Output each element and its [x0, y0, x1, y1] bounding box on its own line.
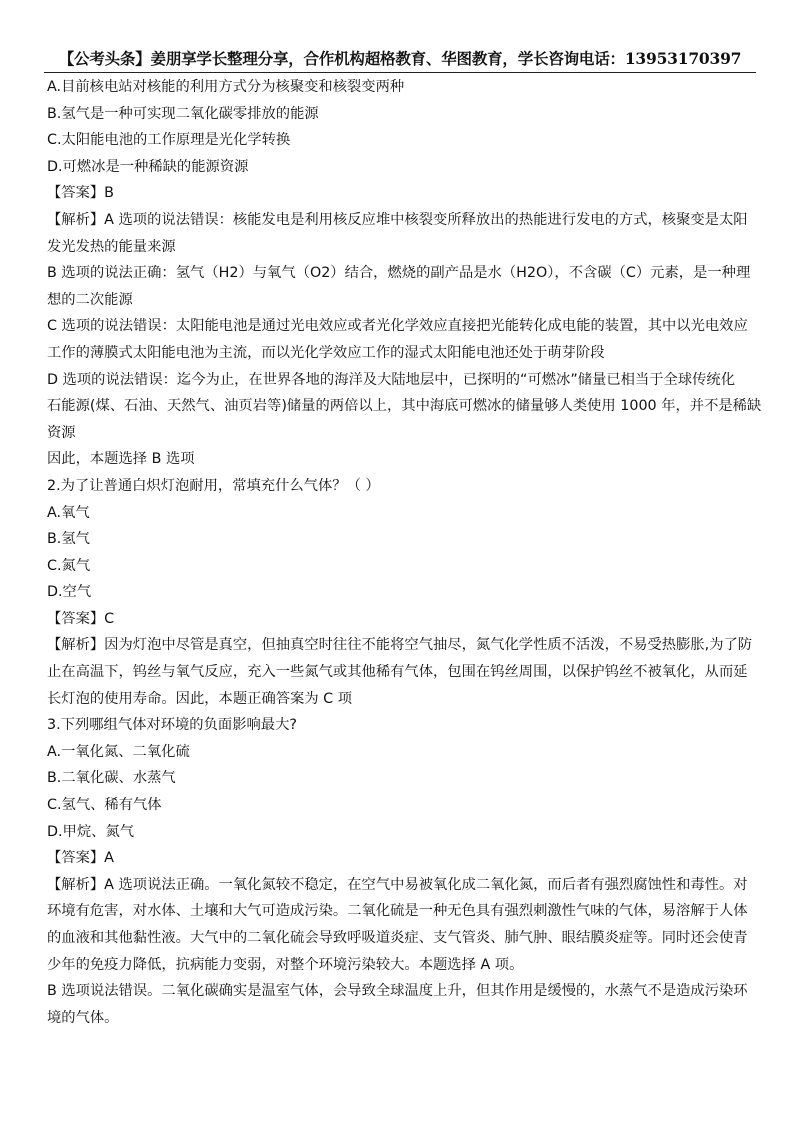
text-line: 工作的薄膜式太阳能电池为主流，而以光化学效应工作的湿式太阳能电池还处于萌芽阶段 [47, 344, 605, 361]
text-line: C.氢气、稀有气体 [47, 797, 162, 814]
text-line: 2.为了让普通白炽灯泡耐用，常填充什么气体？（ ） [47, 477, 380, 494]
text-line: 【答案】B [47, 185, 114, 202]
text-line: 境的气体。 [47, 1009, 119, 1026]
text-line: 因此，本题选择 B 选项 [47, 451, 195, 468]
text-line: B.氢气是一种可实现二氧化碳零排放的能源 [47, 105, 319, 122]
text-line: A.氧气 [47, 504, 90, 521]
text-line: 资源 [47, 424, 76, 441]
text-line: C.氮气 [47, 557, 91, 574]
text-line: 【答案】A [47, 850, 114, 867]
text-line: B.二氧化碳、水蒸气 [47, 770, 176, 787]
text-line: 环境有危害，对水体、土壤和大气可造成污染。二氧化硫是一种无色具有强烈刺激性气味的气体，易溶解于人体 [47, 903, 748, 920]
text-line: 止在高温下，钨丝与氧气反应，充入一些氮气或其他稀有气体，包围在钨丝周围，以保护钨丝不被氧化，从而延 [47, 664, 748, 681]
text-line: B.氢气 [47, 531, 90, 548]
text-line: 少年的免疫力降低，抗病能力变弱，对整个环境污染较大。本题选择 A 项。 [47, 956, 524, 973]
text-line: B 选项的说法正确：氢气（H2）与氧气（O2）结合，燃烧的副产品是水（H2O），不含碳（C）元素，是一种理 [47, 265, 751, 282]
text-line: D 选项的说法错误：迄今为止，在世界各地的海洋及大陆地层中，已探明的“可燃冰”储量已相当于全球传统化 [47, 371, 736, 388]
text-line: A.一氧化氮、二氧化硫 [47, 743, 190, 760]
text-line: 想的二次能源 [47, 291, 133, 308]
text-line: 石能源(煤、石油、天然气、油页岩等)储量的两倍以上，其中海底可燃冰的储量够人类使用 1000 年，并不是稀缺 [47, 398, 762, 415]
text-line: 的血液和其他黏性液。大气中的二氧化硫会导致呼吸道炎症、支气管炎、肺气肿、眼结膜炎症等。同时还会使青 [47, 930, 748, 946]
text-line: D.可燃冰是一种稀缺的能源资源 [47, 158, 249, 175]
text-line: 3.下列哪组气体对环境的负面影响最大? [47, 717, 297, 734]
text-line: C 选项的说法错误：太阳能电池是通过光电效应或者光化学效应直接把光能转化成电能的装置，其中以光电效应 [47, 318, 748, 335]
text-line: C.太阳能电池的工作原理是光化学转换 [47, 132, 291, 149]
text-line: 发光发热的能量来源 [47, 238, 176, 255]
text-line: 【解析】A 选项的说法错误：核能发电是利用核反应堆中核裂变所释放出的热能进行发电的方式，核聚变是太阳 [47, 211, 748, 228]
text-line: 长灯泡的使用寿命。因此，本题正确答案为 C 项 [47, 690, 353, 707]
header-divider [44, 72, 756, 73]
text-line: B 选项说法错误。二氧化碳确实是温室气体，会导致全球温度上升，但其作用是缓慢的，水蒸气不是造成污染环 [47, 983, 748, 1000]
text-line: 【解析】因为灯泡中尽管是真空，但抽真空时往往不能将空气抽尽，氮气化学性质不活泼，不易受热膨胀,为了防 [47, 637, 753, 654]
text-line: D.甲烷、氮气 [47, 823, 135, 840]
text-line: A.目前核电站对核能的利用方式分为核聚变和核裂变两种 [47, 79, 405, 95]
text-line: D.空气 [47, 584, 92, 601]
text-line: 【解析】A 选项说法正确。一氧化氮较不稳定，在空气中易被氧化成二氧化氮，而后者有强烈腐蚀性和毒性。对 [47, 876, 748, 893]
text-line: 【答案】C [47, 610, 115, 627]
page-header: 【公考头条】姜朋享学长整理分享，合作机构超格教育、华图教育，学长咨询电话：13953170397 [58, 49, 742, 68]
document-body [47, 74, 762, 1031]
